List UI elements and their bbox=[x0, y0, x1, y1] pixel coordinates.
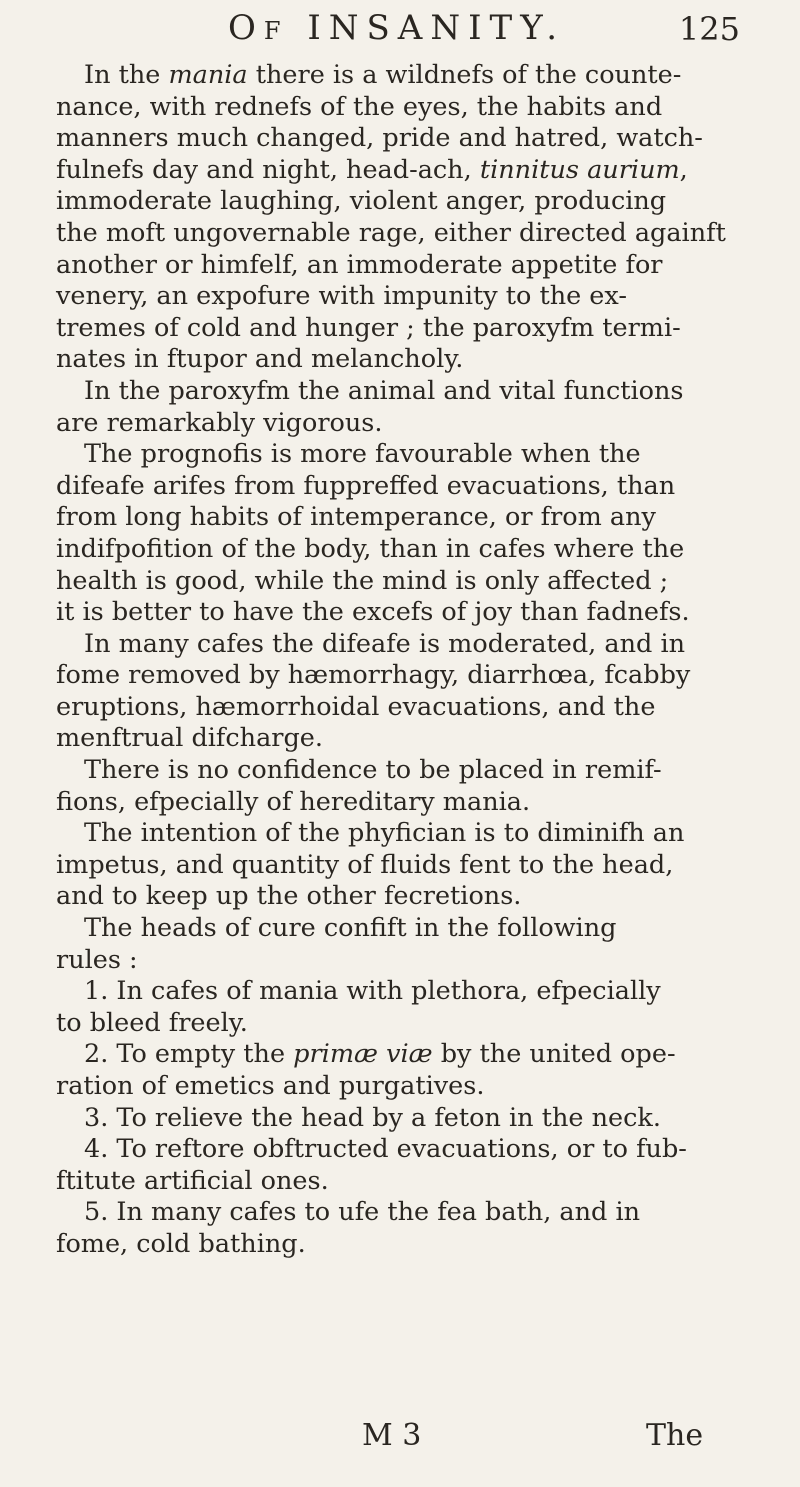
text-line: fions, efpecially of hereditary mania. bbox=[56, 786, 531, 817]
text-line: ration of emetics and purgatives. bbox=[56, 1071, 485, 1101]
text-line: nance, with rednefs of the eyes, the habits and bbox=[56, 91, 663, 122]
text-line: venery, an expofure with impunity to the ex- bbox=[56, 281, 627, 312]
text-line: tremes of cold and hunger ; the paroxyfm termi- bbox=[56, 312, 681, 343]
text-line: 5. In many cafes to ufe the fea bath, and in bbox=[84, 1197, 641, 1228]
text-line: 4. To reftore obftructed evacuations, or to fub- bbox=[84, 1134, 687, 1165]
text-line: impetus, and quantity of fluids fent to the head, bbox=[56, 849, 674, 880]
text-line: fome removed by hæmorrhagy, diarrhœa, fcabby bbox=[56, 660, 691, 691]
text-line: to bleed freely. bbox=[56, 1007, 248, 1038]
text-line: fulnefs day and night, head-ach, tinnitus aurium, bbox=[56, 154, 688, 185]
signature-mark: M 3 bbox=[362, 1418, 422, 1453]
text-line: manners much changed, pride and hatred, watch- bbox=[56, 123, 703, 154]
page-number: 125 bbox=[678, 10, 740, 48]
page-footer bbox=[0, 1418, 800, 1458]
catchword: The bbox=[646, 1418, 704, 1453]
text-line: another or himfelf, an immoderate appetite for bbox=[56, 249, 663, 280]
running-head bbox=[0, 8, 800, 60]
text-line: nates in ftupor and melancholy. bbox=[56, 344, 464, 375]
text-line: In the paroxyfm the animal and vital functions bbox=[84, 375, 684, 406]
text-line: The intention of the phyfician is to diminifh an bbox=[84, 818, 685, 849]
text-line: rules : bbox=[56, 944, 138, 975]
text-line: The prognofis is more favourable when the bbox=[84, 439, 641, 470]
text-line: In many cafes the difeafe is moderated, and in bbox=[84, 628, 686, 659]
text-line: The heads of cure confift in the following bbox=[84, 913, 617, 944]
text-line: the moft ungovernable rage, either directed againft bbox=[56, 217, 726, 248]
text-line: immoderate laughing, violent anger, producing bbox=[56, 186, 667, 217]
text-line: are remarkably vigorous. bbox=[56, 407, 383, 438]
text-line: eruptions, hæmorrhoidal evacuations, and the bbox=[56, 691, 656, 722]
text-line: from long habits of intemperance, or from any bbox=[56, 502, 656, 533]
text-line: 3. To relieve the head by a feton in the neck. bbox=[84, 1102, 661, 1133]
text-line: health is good, while the mind is only affected ; bbox=[56, 565, 669, 596]
text-line: fome, cold bathing. bbox=[56, 1228, 306, 1259]
text-line: 2. To empty the primæ viæ by the united ope- bbox=[84, 1039, 676, 1070]
text-line: difeafe arifes from fuppreffed evacuations, than bbox=[56, 470, 676, 501]
text-line: menftrual difcharge. bbox=[56, 723, 323, 754]
running-title: Of INSANITY. bbox=[228, 8, 566, 48]
text-line: and to keep up the other fecretions. bbox=[56, 881, 522, 912]
text-line: indifpofition of the body, than in cafes where the bbox=[56, 533, 685, 564]
text-line: ftitute artificial ones. bbox=[56, 1165, 329, 1196]
body-text bbox=[56, 60, 746, 1261]
text-line: 1. In cafes of mania with plethora, efpecially bbox=[84, 976, 661, 1007]
text-line: There is no confidence to be placed in remif- bbox=[84, 755, 662, 786]
text-line: it is better to have the excefs of joy than fadnefs. bbox=[56, 597, 690, 628]
text-line: In the mania there is a wildnefs of the counte- bbox=[84, 60, 682, 90]
